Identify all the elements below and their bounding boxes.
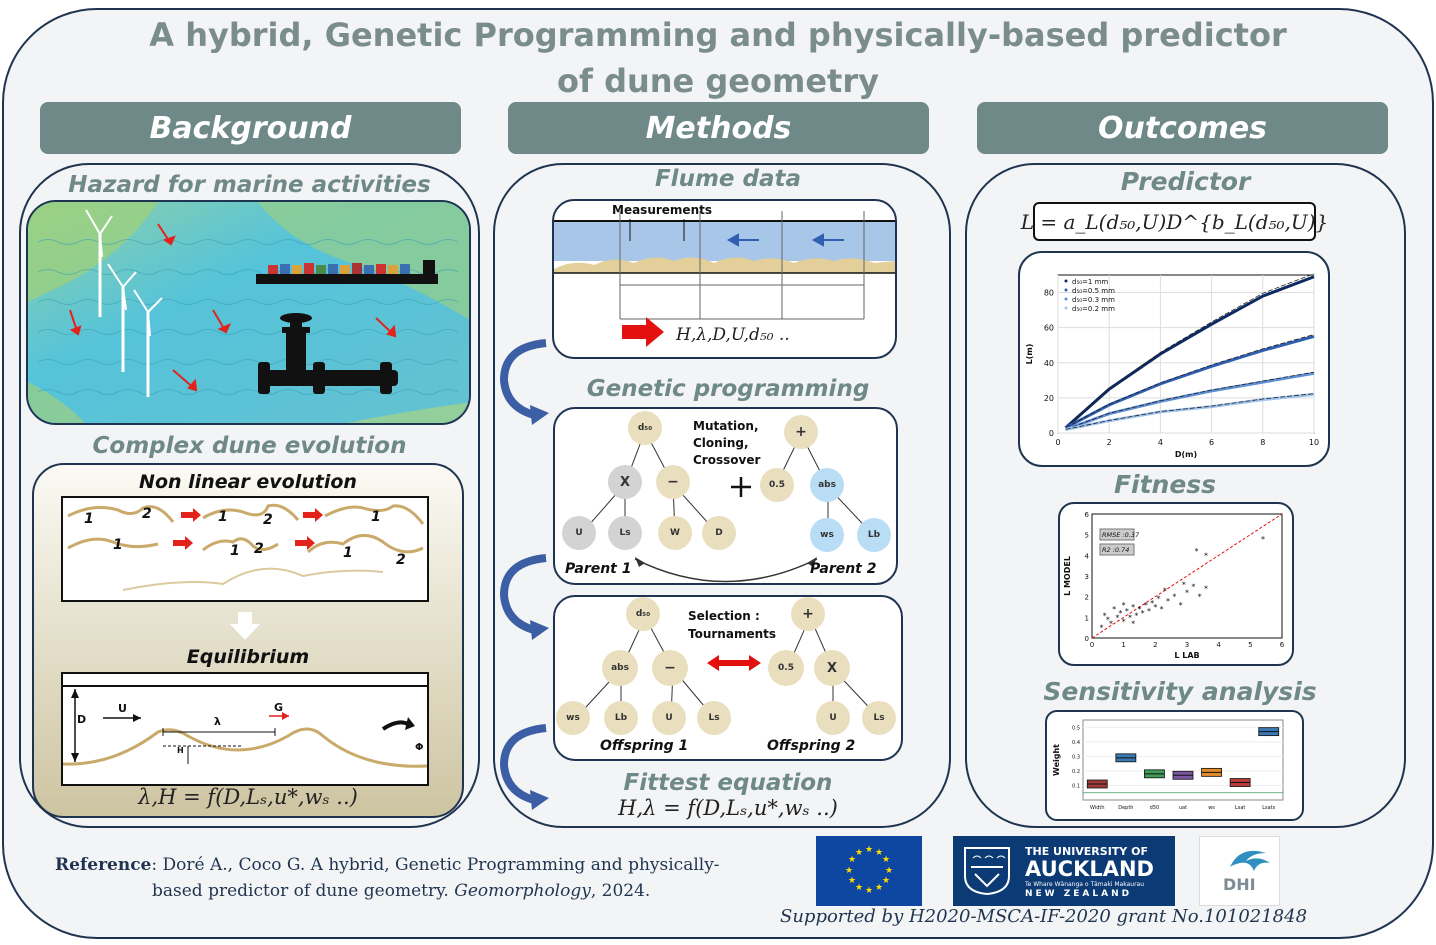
sensitivity-chart-box: [1045, 710, 1304, 821]
diagram-label-phi: Φ: [415, 742, 424, 753]
eu-stars-icon: [816, 836, 922, 906]
tree-node: U: [652, 701, 686, 735]
y-tick-label: 3: [1084, 573, 1089, 581]
complex-dune-title: Complex dune evolution: [92, 433, 407, 459]
scatter-point: *: [1140, 609, 1145, 619]
tree-node: −: [652, 650, 688, 686]
uoa-line4: NEW ZEALAND: [1025, 889, 1133, 899]
x-tick-label: 1: [1121, 641, 1126, 649]
uoa-line1: THE UNIVERSITY OF: [1025, 845, 1148, 858]
tree-node: ws: [556, 701, 590, 735]
scatter-point: *: [1124, 607, 1129, 617]
scatter-point: *: [1166, 596, 1170, 606]
tree-node: 0.5: [768, 650, 804, 686]
scatter-point: *: [1121, 617, 1126, 627]
fittest-equation: H,λ = f(D,Lₛ,u*,wₛ ..): [618, 796, 838, 820]
gp-op-label: Mutation,: [693, 419, 759, 433]
svg-text:★: ★: [864, 886, 874, 896]
predictor-equation: L = a_L(d₅₀,U)D^{b_L(d₅₀,U)}: [1020, 209, 1329, 234]
tree-node: X: [608, 465, 642, 499]
gp-box: [553, 407, 898, 585]
x-tick-label: 0: [1089, 641, 1095, 649]
dune-number: 2: [254, 541, 264, 557]
flow-arrow-icon: [494, 550, 556, 642]
annotation-text: RMSE :0.37: [1102, 531, 1140, 539]
y-tick-label: 6: [1084, 511, 1089, 519]
tree-node: Ls: [862, 701, 896, 735]
x-tick-label: uat: [1178, 805, 1188, 811]
gp-op-label: Crossover: [693, 453, 761, 467]
scatter-point: *: [1159, 605, 1164, 615]
y-tick-label: 0: [1048, 429, 1054, 438]
x-tick-label: 5: [1248, 641, 1253, 649]
dune-number: 1: [230, 543, 240, 559]
dune-number: 1: [343, 545, 353, 561]
fitness-chart: [1060, 504, 1292, 664]
hazard-illustration: [28, 202, 471, 425]
y-tick-label: 0.1: [1072, 783, 1080, 790]
reference-line2: [152, 881, 650, 901]
plot-area: [1083, 720, 1283, 800]
y-tick-label: 0: [1084, 635, 1089, 643]
scatter-point: *: [1150, 598, 1155, 608]
y-tick-label: 60: [1043, 323, 1054, 333]
scatter-point: *: [1162, 586, 1167, 596]
predictor-chart: [1020, 253, 1328, 465]
tree-node: abs: [602, 650, 638, 686]
tree-node: U: [562, 516, 596, 550]
legend-marker: [1065, 307, 1068, 310]
dune-number: 1: [84, 511, 94, 527]
scatter-point: *: [1178, 600, 1183, 610]
dune-number: 1: [371, 509, 381, 525]
scatter-point: *: [1153, 603, 1158, 612]
uoa-crest-icon: [963, 846, 1011, 896]
poster-title-line1: A hybrid, Genetic Programming and physically-based predictor: [149, 16, 1287, 54]
background-header: Background: [40, 102, 461, 154]
scatter-point: *: [1261, 534, 1265, 544]
scatter-point: *: [1118, 609, 1123, 619]
scatter-point: *: [1131, 603, 1136, 612]
gp-title: Genetic programming: [586, 376, 870, 402]
legend-label: d₅₀=0.3 mm: [1072, 296, 1115, 304]
x-tick-label: 8: [1260, 438, 1266, 447]
reference-line1: [55, 855, 720, 875]
tree-node: Ls: [697, 701, 731, 735]
tree-node: +: [784, 415, 818, 449]
tree-node: abs: [810, 468, 844, 502]
reference-text: : Doré A., Coco G. A hybrid, Genetic Programming and physically-: [151, 855, 720, 875]
sensitivity-title: Sensitivity analysis: [1043, 677, 1317, 706]
tree-node: Lb: [604, 701, 638, 735]
scatter-point: *: [1099, 623, 1104, 633]
flume-variables: H,λ,D,U,d₅₀ ..: [676, 325, 790, 345]
tree-node: −: [656, 465, 690, 499]
scatter-point: *: [1197, 592, 1202, 602]
x-tick-label: Width: [1090, 805, 1105, 811]
y-axis-label: L(m): [1025, 343, 1034, 365]
scatter-point: *: [1137, 605, 1142, 615]
reference-label: Reference: [55, 855, 152, 875]
x-tick-label: 6: [1279, 641, 1285, 649]
predictor-chart-box: [1018, 251, 1330, 467]
nonlinear-title: Non linear evolution: [139, 471, 357, 493]
legend-label: d₅₀=1 mm: [1072, 278, 1109, 286]
x-tick-label: Depth: [1118, 805, 1134, 811]
annotation-text: R2 :0.74: [1102, 546, 1130, 554]
equilibrium-diagram: [61, 672, 429, 786]
x-tick-label: 4: [1216, 641, 1221, 649]
background-equation: λ,H = f(D,Lₛ,u*,wₛ ..): [138, 785, 358, 809]
dune-number: 2: [396, 552, 406, 568]
svg-text:★: ★: [874, 883, 884, 893]
diagram-label-u: U: [118, 702, 127, 715]
dune-number: 1: [218, 509, 228, 525]
tree-node: +: [791, 597, 825, 631]
eu-flag-logo: [816, 836, 922, 906]
methods-header: Methods: [508, 102, 929, 154]
tree-node: 0.5: [760, 468, 794, 502]
flume-title: Flume data: [654, 166, 802, 192]
legend-marker: [1065, 298, 1068, 301]
fittest-title: Fittest equation: [623, 770, 833, 796]
tree-node: D: [702, 516, 736, 550]
dhi-logo: [1199, 836, 1280, 906]
y-tick-label: 4: [1084, 552, 1089, 561]
svg-text:★: ★: [847, 876, 857, 886]
y-axis-label: Weight: [1052, 744, 1061, 776]
dune-number: 2: [142, 506, 152, 522]
x-axis-label: L LAB: [1174, 651, 1200, 660]
y-tick-label: 0.2: [1072, 768, 1080, 775]
y-tick-label: 0.5: [1072, 725, 1080, 732]
support-text: Supported by H2020-MSCA-IF-2020 grant No.101021848: [780, 906, 1308, 927]
scatter-point: *: [1112, 605, 1117, 615]
scatter-point: *: [1109, 619, 1113, 629]
scatter-point: *: [1156, 594, 1161, 604]
diagram-label-h: H: [177, 746, 184, 755]
scatter-point: *: [1204, 551, 1208, 561]
uoa-logo: [953, 836, 1175, 906]
scatter-point: *: [1191, 582, 1196, 592]
svg-text:★: ★: [884, 866, 894, 876]
scatter-point: *: [1102, 611, 1107, 621]
scatter-point: *: [1172, 592, 1177, 602]
selection-label: Tournaments: [688, 627, 777, 641]
x-tick-label: 4: [1157, 438, 1163, 447]
scatter-point: *: [1194, 547, 1199, 557]
x-tick-label: ws: [1208, 805, 1215, 811]
uoa-line2: AUCKLAND: [1025, 857, 1154, 881]
sensitivity-chart: [1047, 712, 1302, 819]
y-tick-label: 1: [1084, 614, 1089, 623]
fitness-chart-box: [1058, 502, 1294, 666]
svg-text:★: ★: [864, 845, 874, 855]
down-arrow-icon: [230, 612, 260, 640]
reference-year: , 2024.: [590, 881, 651, 901]
tree-node: W: [658, 516, 692, 550]
hazard-map: [26, 200, 471, 425]
scatter-point: *: [1143, 600, 1148, 610]
x-tick-label: 3: [1184, 641, 1190, 649]
dune-number: 1: [113, 537, 123, 553]
parent2-label: Parent 2: [810, 561, 877, 577]
diagram-label-lambda: λ: [214, 715, 221, 728]
diagram-label-d: D: [77, 713, 87, 726]
uoa-line3: Te Whare Wānanga o Tāmaki Makaurau: [1025, 881, 1145, 888]
y-tick-label: 5: [1084, 531, 1089, 540]
svg-text:★: ★: [847, 855, 857, 865]
x-tick-label: 6: [1209, 438, 1215, 447]
dune-number: 2: [263, 512, 273, 528]
y-tick-label: 2: [1084, 593, 1089, 602]
tree-node: d₅₀: [628, 411, 662, 445]
hazard-title: Hazard for marine activities: [68, 172, 431, 198]
svg-text:★: ★: [854, 883, 864, 893]
diagram-label-g: G: [274, 701, 284, 714]
legend-label: d₅₀=0.2 mm: [1072, 305, 1115, 313]
x-tick-label: 2: [1153, 641, 1158, 649]
x-axis-label: D(m): [1174, 450, 1198, 459]
y-axis-label: L MODEL: [1063, 556, 1072, 596]
scatter-point: *: [1181, 580, 1186, 590]
legend-marker: [1065, 289, 1068, 292]
svg-text:★: ★: [874, 848, 884, 858]
scatter-point: *: [1134, 611, 1139, 621]
y-tick-label: 0.3: [1072, 754, 1080, 761]
selection-label: Selection :: [688, 609, 760, 623]
tree-node: X: [814, 650, 850, 686]
outcomes-header: Outcomes: [977, 102, 1388, 154]
x-tick-label: 0: [1055, 438, 1061, 447]
tree-node: Ls: [608, 516, 642, 550]
dhi-text: DHI: [1223, 875, 1256, 894]
tree-node: d₅₀: [626, 597, 660, 631]
poster-title-line2: of dune geometry: [557, 62, 879, 100]
parent1-label: Parent 1: [565, 561, 632, 577]
x-tick-label: 2: [1106, 438, 1112, 447]
offspring1-label: Offspring 1: [600, 738, 689, 754]
scatter-point: *: [1128, 613, 1132, 623]
predictor-equation-box: [1020, 202, 1329, 241]
measurements-label: Measurements: [612, 203, 712, 217]
svg-text:★: ★: [881, 876, 891, 886]
y-tick-label: 20: [1043, 393, 1054, 403]
reference-journal: Geomorphology: [454, 881, 591, 901]
scatter-point: *: [1115, 613, 1120, 623]
svg-text:★: ★: [844, 866, 854, 876]
predictor-title: Predictor: [1120, 167, 1251, 196]
fitness-title: Fitness: [1113, 470, 1217, 499]
svg-text:★: ★: [854, 848, 864, 858]
tree-node: ws: [810, 518, 844, 552]
legend-marker: [1065, 280, 1068, 283]
scatter-point: *: [1147, 607, 1151, 617]
tree-node: Lb: [857, 518, 891, 552]
x-tick-label: 10: [1308, 438, 1320, 447]
gp-op-label: Cloning,: [693, 436, 749, 450]
offspring2-label: Offspring 2: [767, 738, 856, 754]
x-tick-label: Lsats: [1262, 805, 1276, 811]
equilibrium-title: Equilibrium: [186, 646, 310, 668]
scatter-point: *: [1105, 615, 1110, 625]
scatter-point: *: [1185, 588, 1189, 598]
scatter-point: *: [1131, 619, 1136, 629]
scatter-point: *: [1204, 584, 1208, 594]
scatter-point: *: [1121, 600, 1126, 610]
x-tick-label: d50: [1149, 805, 1160, 811]
legend-label: d₅₀=0.5 mm: [1072, 287, 1115, 295]
x-tick-label: Lsat: [1234, 805, 1246, 811]
tree-node: U: [816, 701, 850, 735]
y-tick-label: 40: [1043, 358, 1054, 368]
y-tick-label: 80: [1043, 288, 1054, 298]
svg-text:★: ★: [881, 855, 891, 865]
reference-title: based predictor of dune geometry.: [152, 881, 449, 901]
y-tick-label: 0.4: [1072, 739, 1080, 746]
